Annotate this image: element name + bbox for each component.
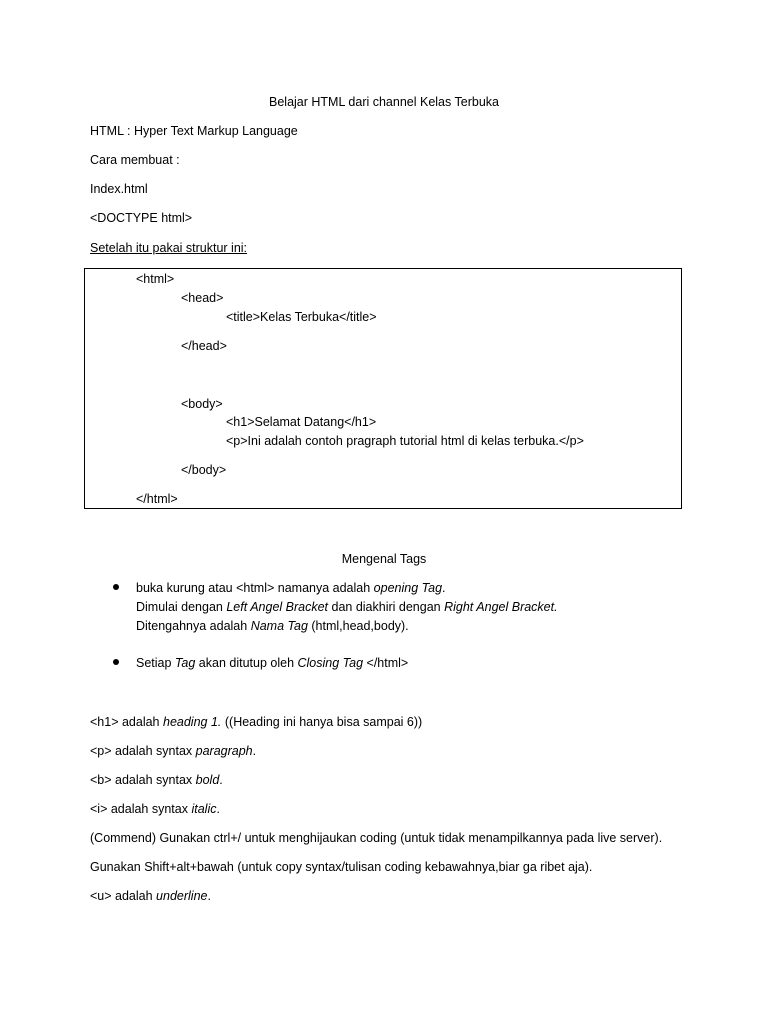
code-html-close: </html> bbox=[136, 492, 178, 506]
note-p: <p> adalah syntax paragraph. bbox=[90, 744, 257, 758]
intro-line-2: Cara membuat : bbox=[90, 153, 180, 167]
bullet-2-line: Setiap Tag akan ditutup oleh Closing Tag </html> bbox=[136, 656, 409, 670]
code-h1-line: <h1>Selamat Datang</h1> bbox=[226, 415, 377, 429]
bullet-dot-2 bbox=[113, 659, 119, 665]
document-title: Belajar HTML dari channel Kelas Terbuka bbox=[269, 95, 499, 109]
structure-heading: Setelah itu pakai struktur ini: bbox=[90, 241, 248, 255]
note-u: <u> adalah underline. bbox=[90, 889, 211, 903]
code-box bbox=[84, 268, 682, 509]
note-commend: (Commend) Gunakan ctrl+/ untuk menghijaukan coding (untuk tidak menampilkannya pada live server). bbox=[90, 831, 663, 845]
note-b: <b> adalah syntax bold. bbox=[90, 773, 223, 787]
note-shift: Gunakan Shift+alt+bawah (untuk copy syntax/tulisan coding kebawahnya,biar ga ribet aja). bbox=[90, 860, 593, 874]
code-title-line: <title>Kelas Terbuka</title> bbox=[226, 310, 377, 324]
bullet-dot-1 bbox=[113, 584, 119, 590]
intro-line-4: <DOCTYPE html> bbox=[90, 211, 193, 225]
tags-heading: Mengenal Tags bbox=[341, 552, 427, 566]
code-body-open: <body> bbox=[181, 397, 223, 411]
code-p-line: <p>Ini adalah contoh pragraph tutorial html di kelas terbuka.</p> bbox=[226, 434, 584, 448]
note-h1: <h1> adalah heading 1. ((Heading ini hanya bisa sampai 6)) bbox=[90, 715, 423, 729]
code-head-open: <head> bbox=[181, 291, 224, 305]
intro-line-1: HTML : Hyper Text Markup Language bbox=[90, 124, 298, 138]
bullet-1-line-3: Ditengahnya adalah Nama Tag (html,head,body). bbox=[136, 619, 409, 633]
code-html-open: <html> bbox=[136, 272, 175, 286]
note-i: <i> adalah syntax italic. bbox=[90, 802, 220, 816]
code-body-close: </body> bbox=[181, 463, 227, 477]
code-head-close: </head> bbox=[181, 339, 227, 353]
bullet-1-line-2: Dimulai dengan Left Angel Bracket dan diakhiri dengan Right Angel Bracket. bbox=[136, 600, 558, 614]
intro-line-3: Index.html bbox=[90, 182, 148, 196]
bullet-1-line-1: buka kurung atau <html> namanya adalah opening Tag. bbox=[136, 581, 446, 595]
